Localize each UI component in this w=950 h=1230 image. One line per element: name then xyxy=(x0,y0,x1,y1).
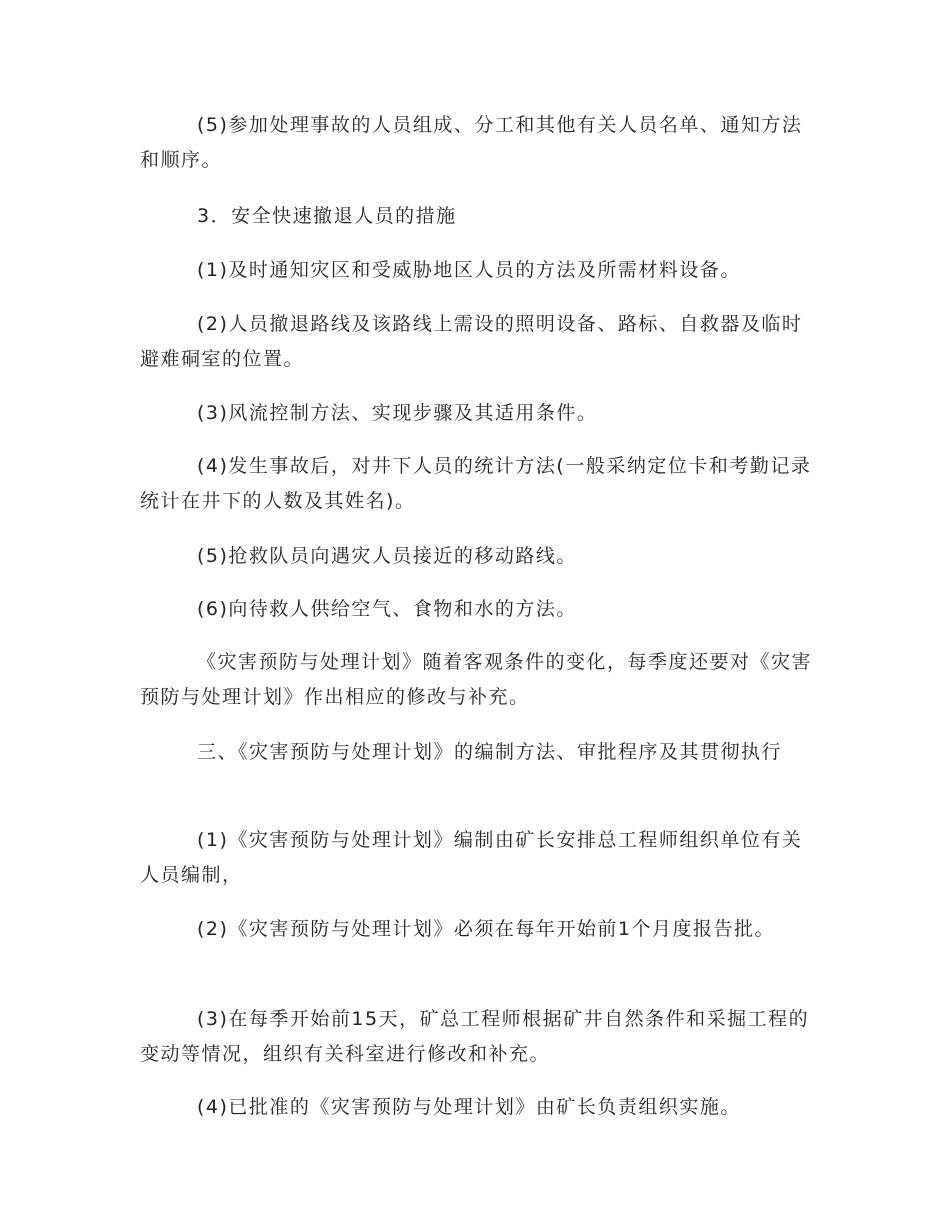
paragraph-rescue-route: (5)抢救队员向遇灾人员接近的移动路线。 xyxy=(197,545,577,567)
paragraph-notify-method: (1)及时通知灾区和受威胁地区人员的方法及所需材料设备。 xyxy=(197,259,741,281)
paragraph-compilation-organizer: (1)《灾害预防与处理计划》编制由矿长安排总工程师组织单位有关人员编制， xyxy=(140,829,803,886)
paragraph-seasonal-revision: (3)在每季开始前15天，矿总工程师根据矿井自然条件和采掘工程的变动等情况，组织有关科室进行修改和补充。 xyxy=(140,1008,810,1065)
paragraph-annual-approval: (2)《灾害预防与处理计划》必须在每年开始前1个月度报告批。 xyxy=(197,918,776,940)
paragraph-implementation: (4)已批准的《灾害预防与处理计划》由矿长负责组织实施。 xyxy=(197,1096,741,1118)
section-heading-evacuation: 3．安全快速撤退人员的措施 xyxy=(197,205,457,227)
section-heading-compilation: 三、《灾害预防与处理计划》的编制方法、审批程序及其贯彻执行 xyxy=(197,741,783,763)
paragraph-airflow-control: (3)风流控制方法、实现步骤及其适用条件。 xyxy=(197,402,598,424)
paragraph-evacuation-route: (2)人员撤退路线及该路线上需设的照明设备、路标、自救器及临时避难硐室的位置。 xyxy=(140,313,803,370)
paragraph-supply-method: (6)向待救人供给空气、食物和水的方法。 xyxy=(197,598,577,620)
paragraph-personnel-count: (4)发生事故后，对井下人员的统计方法(一般采纳定位卡和考勤记录统计在井下的人数及其姓名)。 xyxy=(140,455,812,512)
paragraph-quarterly-revision: 《灾害预防与处理计划》随着客观条件的变化，每季度还要对《灾害预防与处理计划》作出相应的修改与补充。 xyxy=(140,651,813,708)
paragraph-personnel-list: (5)参加处理事故的人员组成、分工和其他有关人员名单、通知方法和顺序。 xyxy=(140,114,803,171)
